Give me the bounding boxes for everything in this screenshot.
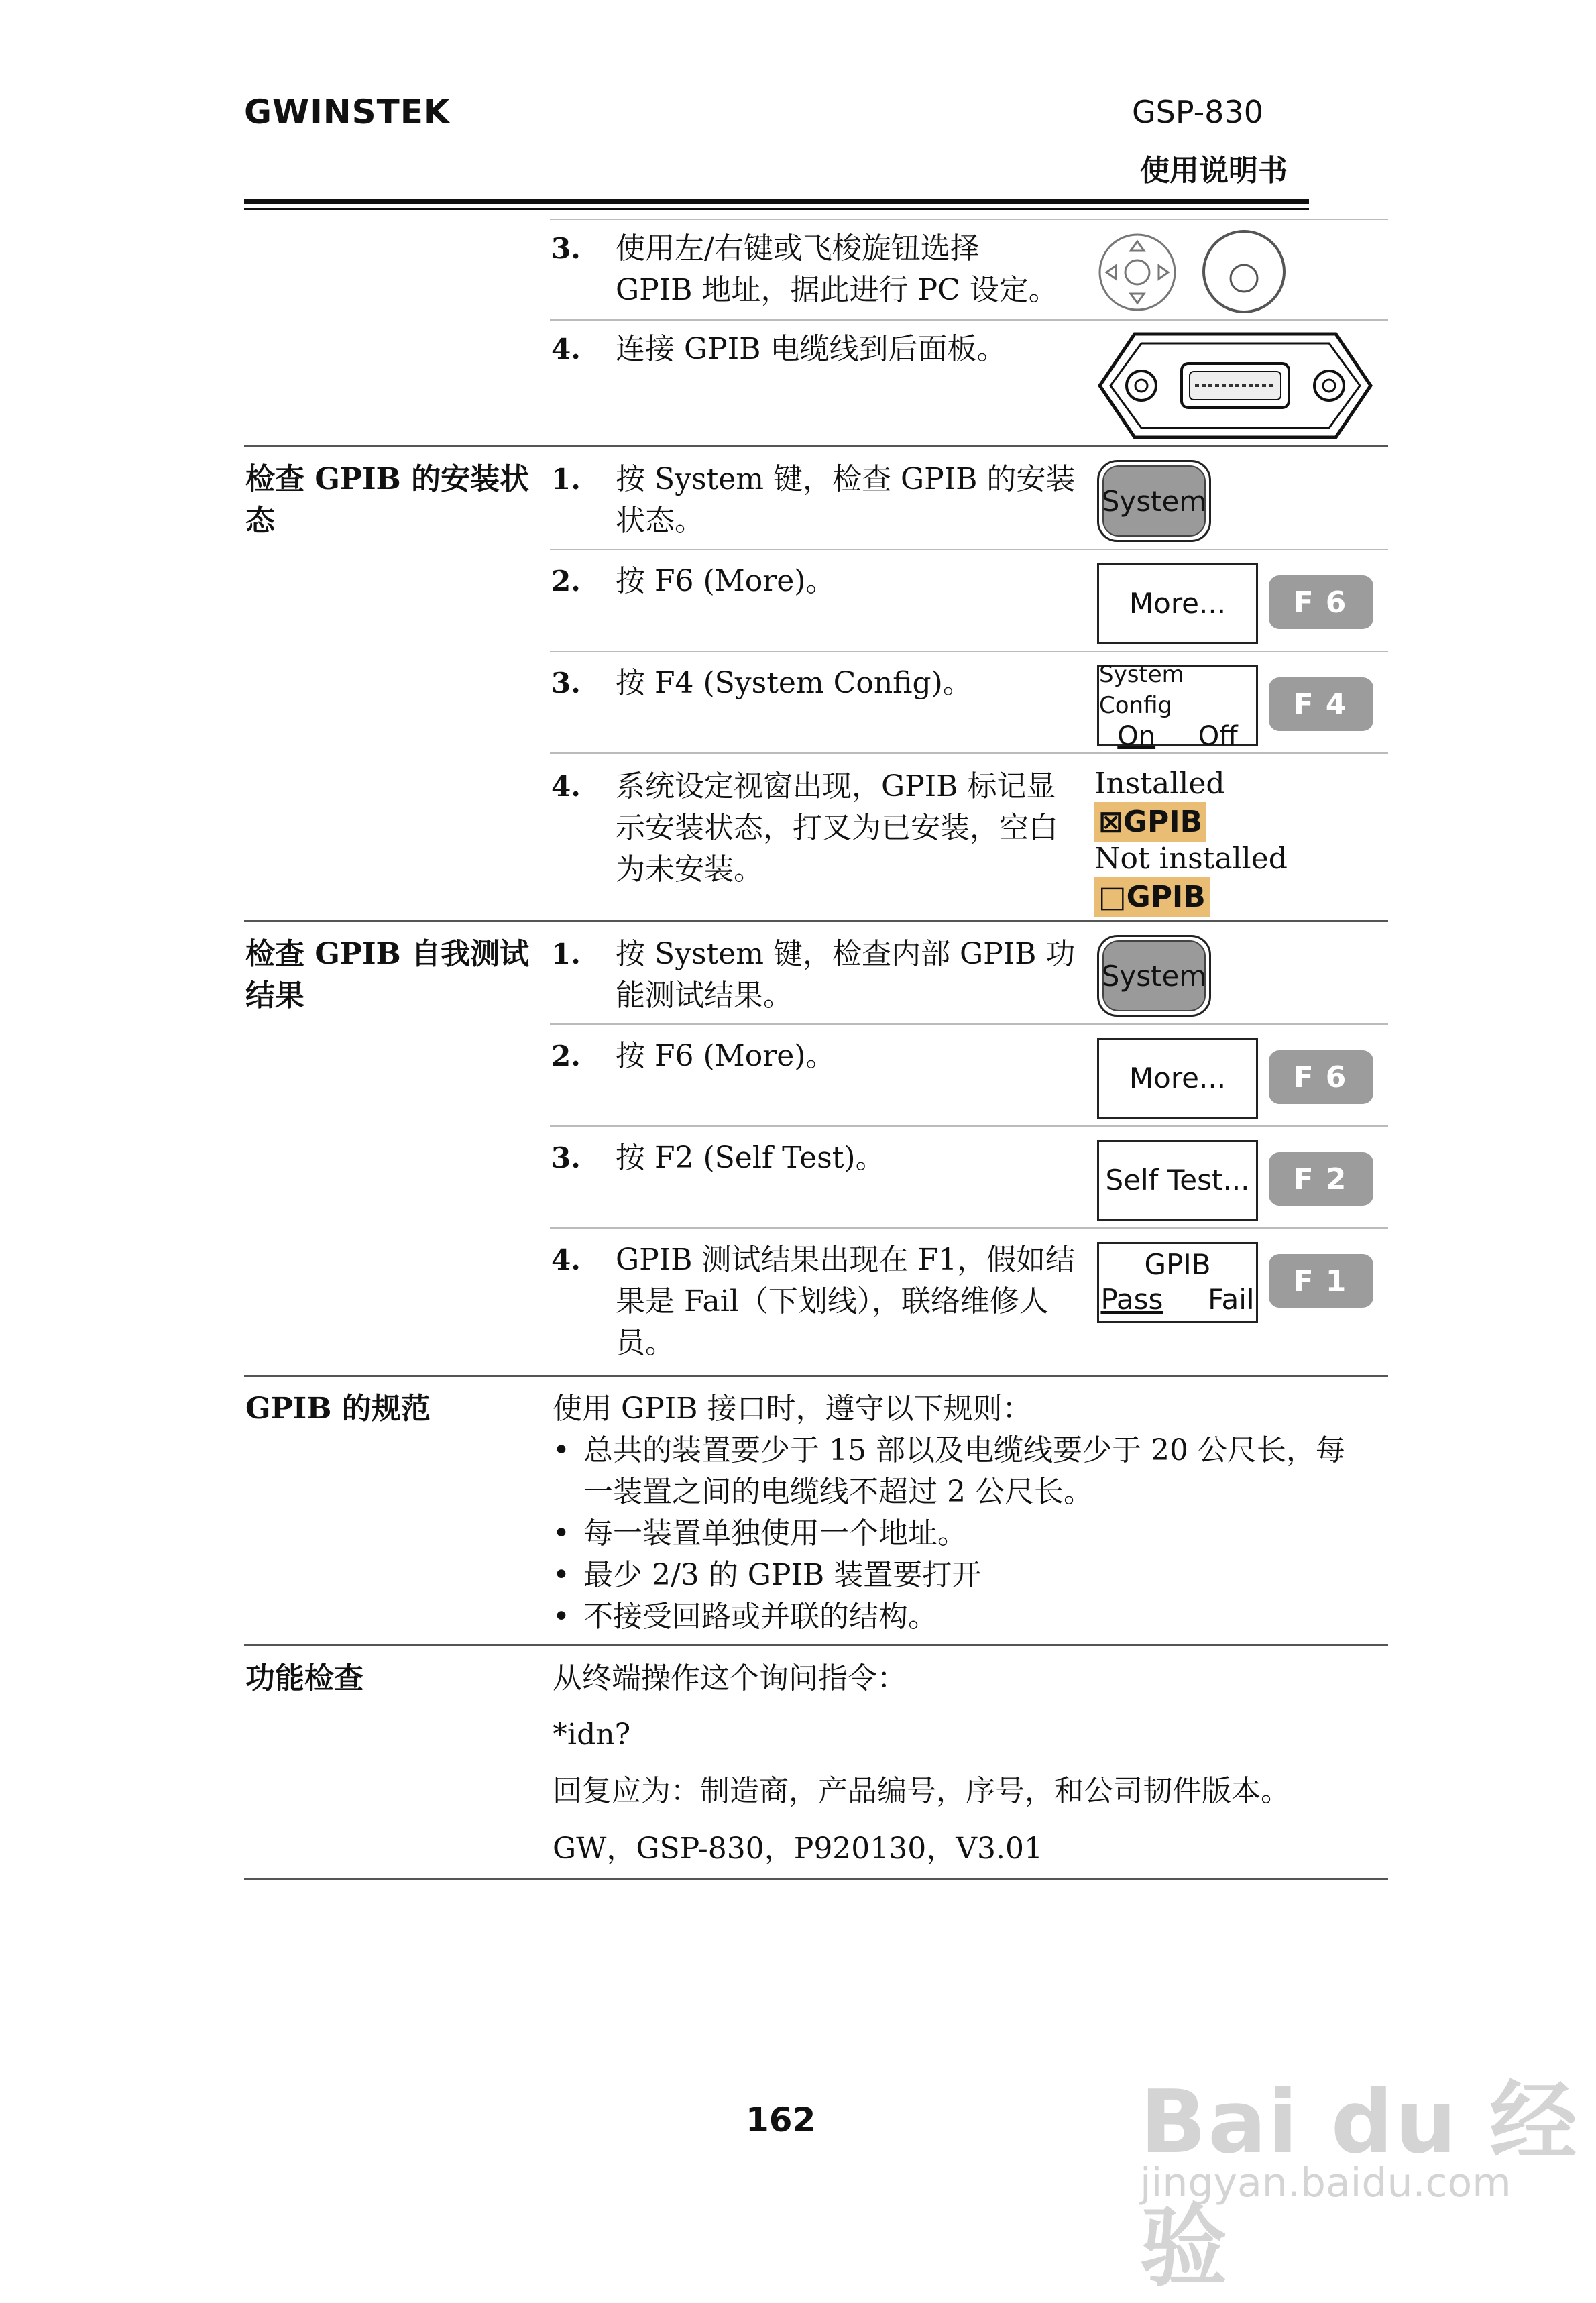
row-divider	[550, 549, 1388, 550]
header-rule	[244, 199, 1309, 204]
step-number: 4.	[551, 333, 581, 366]
row-divider	[550, 1227, 1388, 1229]
section-title-install: 检查 GPIB 的安装状 态	[245, 462, 530, 538]
manual-title: 使用说明书	[1140, 154, 1288, 188]
row-divider	[550, 1125, 1388, 1127]
pass-option: Pass	[1100, 1283, 1163, 1316]
step-text: 按 F6 (More)。	[616, 1039, 836, 1073]
row-divider	[550, 651, 1388, 652]
step-text: 按 F6 (More)。	[616, 564, 836, 598]
section-divider	[244, 445, 1388, 447]
system-key-button[interactable]	[1097, 935, 1211, 1017]
step-text: 使用左/右键或飞梭旋钮选择 GPIB 地址，据此进行 PC 设定。	[616, 231, 1058, 307]
watermark-url: jingyan.baidu.com	[1140, 2159, 1512, 2206]
step-number: 3.	[551, 232, 581, 265]
section-divider	[244, 1644, 1388, 1646]
row-divider	[550, 319, 1388, 321]
gpib-result-softkey-label: GPIB Pass Fail	[1097, 1242, 1258, 1323]
step-text: 按 F2 (Self Test)。	[616, 1141, 885, 1175]
fail-option: Fail	[1208, 1283, 1255, 1316]
function-line: 回复应为：制造商，产品编号，序号，和公司韧件版本。	[553, 1774, 1290, 1808]
gpib-not-installed-indicator: □GPIB	[1094, 877, 1210, 917]
f2-key-button[interactable]: F2	[1269, 1152, 1373, 1206]
header-rule-thin	[244, 208, 1309, 210]
spec-intro: 使用 GPIB 接口时，遵守以下规则：	[553, 1392, 1032, 1426]
section-divider	[244, 920, 1388, 922]
bullet-marker: •	[553, 1433, 570, 1467]
section-divider	[244, 1878, 1388, 1880]
step-number: 1.	[551, 938, 581, 970]
query-command: *idn?	[553, 1718, 631, 1752]
row-divider	[550, 219, 1388, 220]
f6-key-button[interactable]: F6	[1269, 575, 1373, 629]
section-title-function: 功能检查	[245, 1661, 363, 1695]
system-key-button[interactable]	[1097, 460, 1211, 542]
gpib-connector-icon	[1094, 329, 1376, 443]
arrow-keypad-icon	[1097, 232, 1178, 313]
brand-logo: GWINSTEK	[244, 93, 451, 131]
function-line: 从终端操作这个询问指令：	[553, 1661, 907, 1695]
spec-item: 最少 2/3 的 GPIB 装置要打开	[583, 1558, 982, 1592]
self-test-softkey-label: Self Test...	[1097, 1140, 1258, 1221]
bullet-marker: •	[553, 1599, 570, 1634]
page-number: 162	[746, 2100, 816, 2139]
row-divider	[550, 1023, 1388, 1025]
installed-label: Installed	[1094, 767, 1225, 801]
not-installed-label: Not installed	[1094, 842, 1288, 876]
step-number: 4.	[551, 770, 581, 803]
row-divider	[550, 752, 1388, 754]
f1-key-button[interactable]: F1	[1269, 1254, 1373, 1308]
step-number: 1.	[551, 463, 581, 496]
more-softkey-label: More...	[1097, 563, 1258, 644]
watermark-logo: Bai du 经验	[1140, 2071, 1579, 2298]
system-key-label: System	[1102, 465, 1206, 537]
step-text: 系统设定视窗出现，GPIB 标记显 示安装状态，打叉为已安装，空白 为未安装。	[616, 769, 1058, 887]
f6-key-button[interactable]: F6	[1269, 1050, 1373, 1104]
step-number: 3.	[551, 1141, 581, 1174]
step-number: 4.	[551, 1243, 581, 1276]
off-option: Off	[1198, 721, 1238, 752]
step-text: 按 System 键，检查内部 GPIB 功 能测试结果。	[616, 937, 1076, 1013]
system-config-softkey-label: System Config On Off	[1097, 665, 1258, 746]
section-title-spec: GPIB 的规范	[245, 1392, 431, 1426]
step-number: 2.	[551, 565, 581, 598]
jog-knob-icon	[1200, 228, 1288, 315]
spec-item: 每一装置单独使用一个地址。	[583, 1516, 967, 1551]
f4-key-button[interactable]: F4	[1269, 677, 1373, 731]
section-title-selftest: 检查 GPIB 自我测试 结果	[245, 937, 530, 1013]
spec-item: 总共的装置要少于 15 部以及电缆线要少于 20 公尺长，每 一装置之间的电缆线不超过 2 公尺长。	[583, 1433, 1345, 1509]
step-text: 按 F4 (System Config)。	[616, 666, 972, 700]
bullet-marker: •	[553, 1558, 570, 1592]
section-divider	[244, 1375, 1388, 1377]
response-example: GW，GSP-830，P920130，V3.01	[553, 1832, 1043, 1866]
step-text: GPIB 测试结果出现在 F1，假如结 果是 Fail（下划线），联络维修人 员。	[616, 1243, 1075, 1360]
gpib-installed-indicator: ⊠GPIB	[1094, 802, 1206, 842]
model-name: GSP-830	[1132, 94, 1263, 130]
on-option: On	[1117, 721, 1156, 752]
step-text: 按 System 键，检查 GPIB 的安装 状态。	[616, 462, 1076, 538]
step-number: 2.	[551, 1040, 581, 1072]
bullet-marker: •	[553, 1516, 570, 1551]
spec-item: 不接受回路或并联的结构。	[583, 1599, 937, 1634]
step-number: 3.	[551, 667, 581, 699]
system-key-label: System	[1102, 940, 1206, 1011]
more-softkey-label: More...	[1097, 1038, 1258, 1119]
step-text: 连接 GPIB 电缆线到后面板。	[616, 332, 1007, 366]
